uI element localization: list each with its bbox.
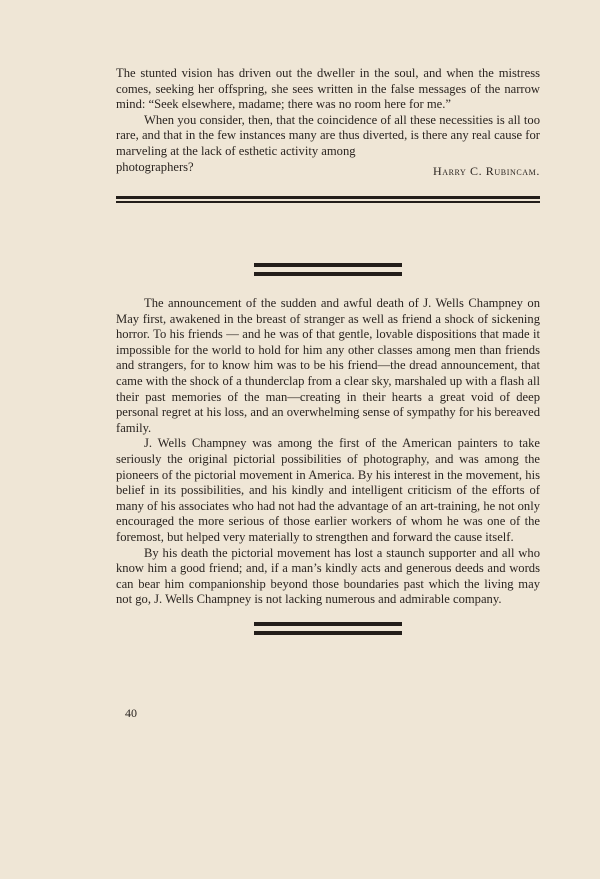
obituary-text-block	[116, 296, 540, 608]
paragraph-text: When you consider, then, that the coincidence of all these necessities is all too rare, and that in the few instances many are thus diverted, is there any real cause for marveling at the lack of esthetic activity among	[116, 112, 540, 158]
double-rule-top	[116, 196, 540, 199]
paragraph	[116, 113, 540, 160]
paragraph: The stunted vision has driven out the dweller in the soul, and when the mistress comes, seeking her offspring, she sees written in the false messages of the narrow mind: “Seek elsewhere, madame; there was no room here for me.”	[116, 66, 540, 112]
ornament-bar-bottom	[254, 631, 402, 635]
page-number: 40	[125, 706, 137, 720]
author-signature: Harry C. Rubincam.	[432, 163, 540, 178]
closing-text-block	[116, 66, 540, 178]
double-rule-bottom	[116, 201, 540, 203]
ornament-bar-top	[254, 622, 402, 626]
paragraph: J. Wells Champney was among the first of the American painters to take seriously the original pictorial possibilities of photography, and was among the pioneers of the pictorial movement in America. By his interest in the movement, his belief in its possibilities, and his kindly and intelligent criticism of the efforts of many of his associates who had not had the advantage of an art-training, he not only encouraged the more serious of those earlier workers of whom he was one of the foremost, but helped very materially to strengthen and forward the cause itself.	[116, 436, 540, 544]
ornament-bar-bottom	[254, 272, 402, 276]
ornament-bar-top	[254, 263, 402, 267]
paragraph: By his death the pictorial movement has lost a staunch supporter and all who know him a good friend; and, if a man’s kindly acts and generous deeds and words can bear him companionship beyond those boundaries past which the living may not go, J. Wells Champney is not lacking numerous and admirable company.	[116, 545, 540, 607]
signature-line	[116, 160, 540, 176]
paragraph: The announcement of the sudden and awful death of J. Wells Champney on May first, awakened in the breast of stranger as well as friend a shock of sickening horror. To his friends — and he was of that gentle, lovable dispositions that made it impossible for the world to hold for him any other classes among men than friends and strangers, for to know him was to be his friend—the dread announcement, that came with the shock of a thunderclap from a clear sky, marshaled up with a flash all their past memories of the man—creating in their hearts a great void of deep personal regret at his loss, and an overwhelming sense of sympathy for his bereaved family.	[116, 296, 540, 435]
paragraph-ending: photographers?	[116, 159, 194, 174]
